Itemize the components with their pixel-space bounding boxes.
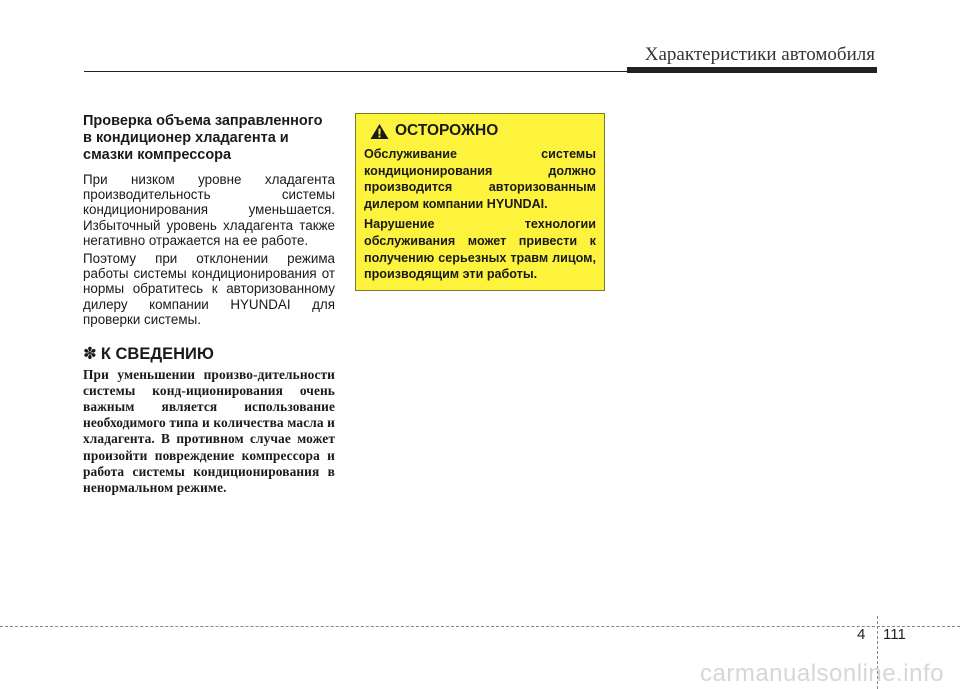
- header-rule-thick: [627, 67, 877, 73]
- note-body: При уменьшении произво-дительности системы конд-иционирования очень важным является использование необходимого типа и количества масла и хладагента. В противном случае может произойти повреждение компрессора и работа системы кондиционирования в ненормальном режиме.: [83, 367, 335, 495]
- warning-triangle-icon: [370, 123, 389, 140]
- note-mark-icon: ✽: [83, 345, 97, 364]
- watermark: carmanualsonline.info: [700, 660, 944, 687]
- header-title: Характеристики автомобиля: [644, 44, 875, 65]
- section-title-line: смазки компрессора: [83, 147, 232, 163]
- caution-title: ОСТОРОЖНО: [395, 122, 499, 139]
- section-paragraph: При низком уровне хладагента производительность системы кондиционирования уменьшается. Избыточный уровень хладагента также негативно отражается на ее работе.: [83, 172, 335, 248]
- caution-paragraph: Нарушение технологии обслуживания может привести к получению серьезных травм лицом, производящим эти работы.: [364, 217, 596, 282]
- note-title-text: К СВЕДЕНИЮ: [100, 345, 214, 364]
- section-title-line: Проверка объема заправленного: [83, 113, 323, 129]
- caution-header: [364, 122, 596, 140]
- section-paragraph: Поэтому при отклонении режима работы системы кондиционирования от нормы обратитесь к авторизованному дилеру компании HYUNDAI для проверки системы.: [83, 251, 335, 327]
- chapter-number: 4: [857, 626, 866, 643]
- header-rule-thin: [84, 71, 627, 72]
- note-title: [83, 345, 335, 363]
- section-title-line: в кондиционер хладагента и: [83, 130, 289, 146]
- section-title: [83, 113, 335, 164]
- footer-rule: [0, 626, 960, 627]
- left-column: [83, 113, 335, 496]
- page-number: 111: [883, 626, 906, 643]
- caution-paragraph: Обслуживание системы кондиционирования должно производится авторизованным дилером компании HYUNDAI.: [364, 147, 596, 211]
- caution-box: [355, 113, 605, 291]
